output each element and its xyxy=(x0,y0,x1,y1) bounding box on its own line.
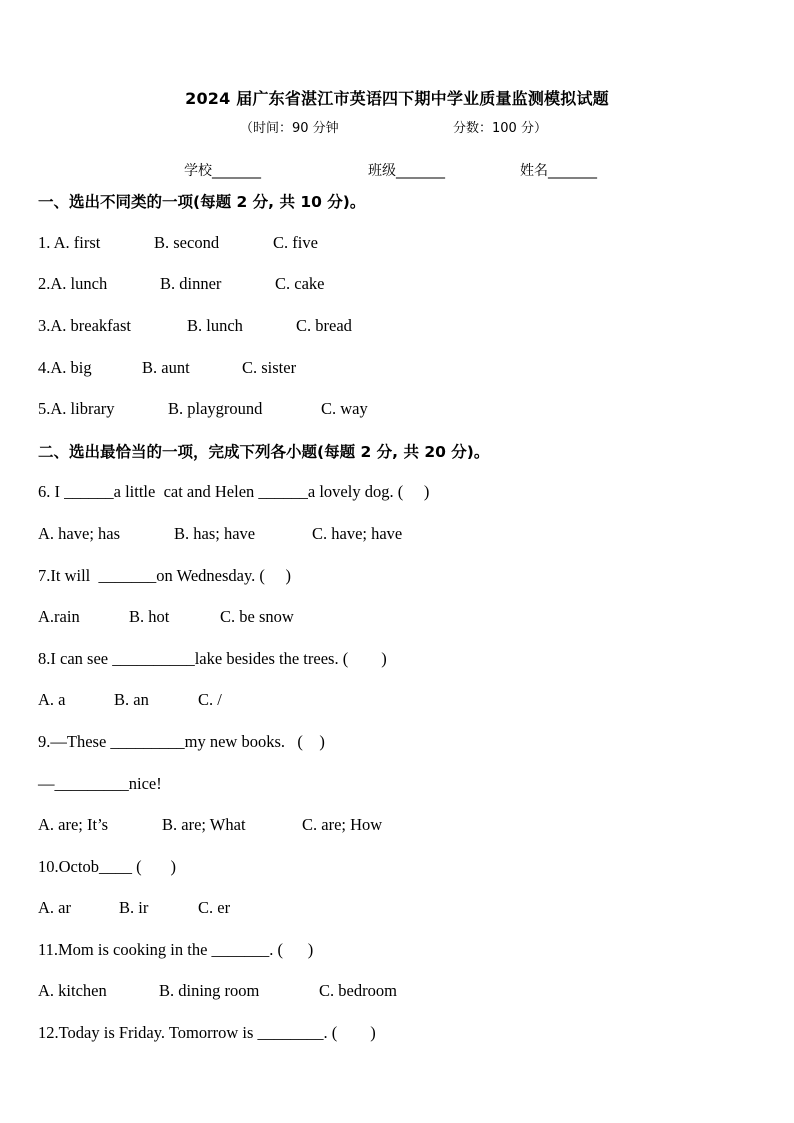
question-11-stem: 11.Mom is cooking in the _______. ( ) xyxy=(38,940,314,959)
question-10-option-a: A. ar xyxy=(38,898,71,917)
question-3-option-b: B. lunch xyxy=(187,316,243,335)
question-2-option-b: B. dinner xyxy=(160,274,222,293)
question-3-option-a: 3.A. breakfast xyxy=(38,316,132,335)
question-9-option-b: B. are; What xyxy=(162,815,246,834)
question-10-option-b: B. ir xyxy=(119,898,149,917)
question-8-option-a: A. a xyxy=(38,690,66,709)
question-11-option-c: C. bedroom xyxy=(319,981,397,1000)
question-8-option-c: C. / xyxy=(198,690,222,709)
question-6-option-a: A. have; has xyxy=(38,524,121,543)
class-field[interactable]: 班级_______ xyxy=(368,163,445,179)
question-7-option-b: B. hot xyxy=(129,607,170,626)
question-4-option-c: C. sister xyxy=(242,358,297,377)
student-info xyxy=(0,160,794,180)
question-9-option-a: A. are; It’s xyxy=(38,815,109,834)
name-field[interactable]: 姓名_______ xyxy=(520,163,597,179)
question-4-option-b: B. aunt xyxy=(142,358,190,377)
question-8-option-b: B. an xyxy=(114,690,149,709)
exam-time: （时间：90 分钟 xyxy=(240,121,339,136)
section-2-title: 二、选出最恰当的一项，完成下列各小题(每题 2 分, 共 20 分)。 xyxy=(38,443,490,461)
question-5-option-a: 5.A. library xyxy=(38,399,115,418)
exam-score: 分数：100 分） xyxy=(453,121,547,136)
question-4-option-a: 4.A. big xyxy=(38,358,92,377)
question-2-option-a: 2.A. lunch xyxy=(38,274,108,293)
question-9-reply-text: —_________nice! xyxy=(38,774,162,793)
question-11-option-a: A. kitchen xyxy=(38,981,107,1000)
exam-meta xyxy=(0,117,794,137)
question-9-option-c: C. are; How xyxy=(302,815,383,834)
question-11-option-b: B. dining room xyxy=(159,981,260,1000)
question-7-stem: 7.It will _______on Wednesday. ( ) xyxy=(38,566,292,585)
question-12-stem: 12.Today is Friday. Tomorrow is ________. ( ) xyxy=(38,1023,376,1042)
question-7-option-c: C. be snow xyxy=(220,607,294,626)
section-1-title: 一、选出不同类的一项(每题 2 分, 共 10 分)。 xyxy=(38,193,366,211)
question-6-stem: 6. I ______a little cat and Helen ______a lovely dog. ( ) xyxy=(38,482,430,501)
question-8-stem: 8.I can see __________lake besides the trees. ( ) xyxy=(38,649,387,668)
question-6-option-c: C. have; have xyxy=(312,524,403,543)
exam-title: 2024 届广东省湛江市英语四下期中学业质量监测模拟试题 xyxy=(185,89,609,108)
question-1-option-a: 1. A. first xyxy=(38,233,101,252)
question-6-option-b: B. has; have xyxy=(174,524,256,543)
question-10-option-c: C. er xyxy=(198,898,231,917)
school-field[interactable]: 学校_______ xyxy=(184,163,261,179)
question-3-option-c: C. bread xyxy=(296,316,352,335)
question-7-option-a: A.rain xyxy=(38,607,80,626)
question-1-option-c: C. five xyxy=(273,233,318,252)
question-2-option-c: C. cake xyxy=(275,274,325,293)
question-5-option-c: C. way xyxy=(321,399,368,418)
question-1-option-b: B. second xyxy=(154,233,220,252)
question-9-stem: 9.—These _________my new books. ( ) xyxy=(38,732,325,751)
question-5-option-b: B. playground xyxy=(168,399,263,418)
question-10-stem: 10.Octob____ ( ) xyxy=(38,857,176,876)
